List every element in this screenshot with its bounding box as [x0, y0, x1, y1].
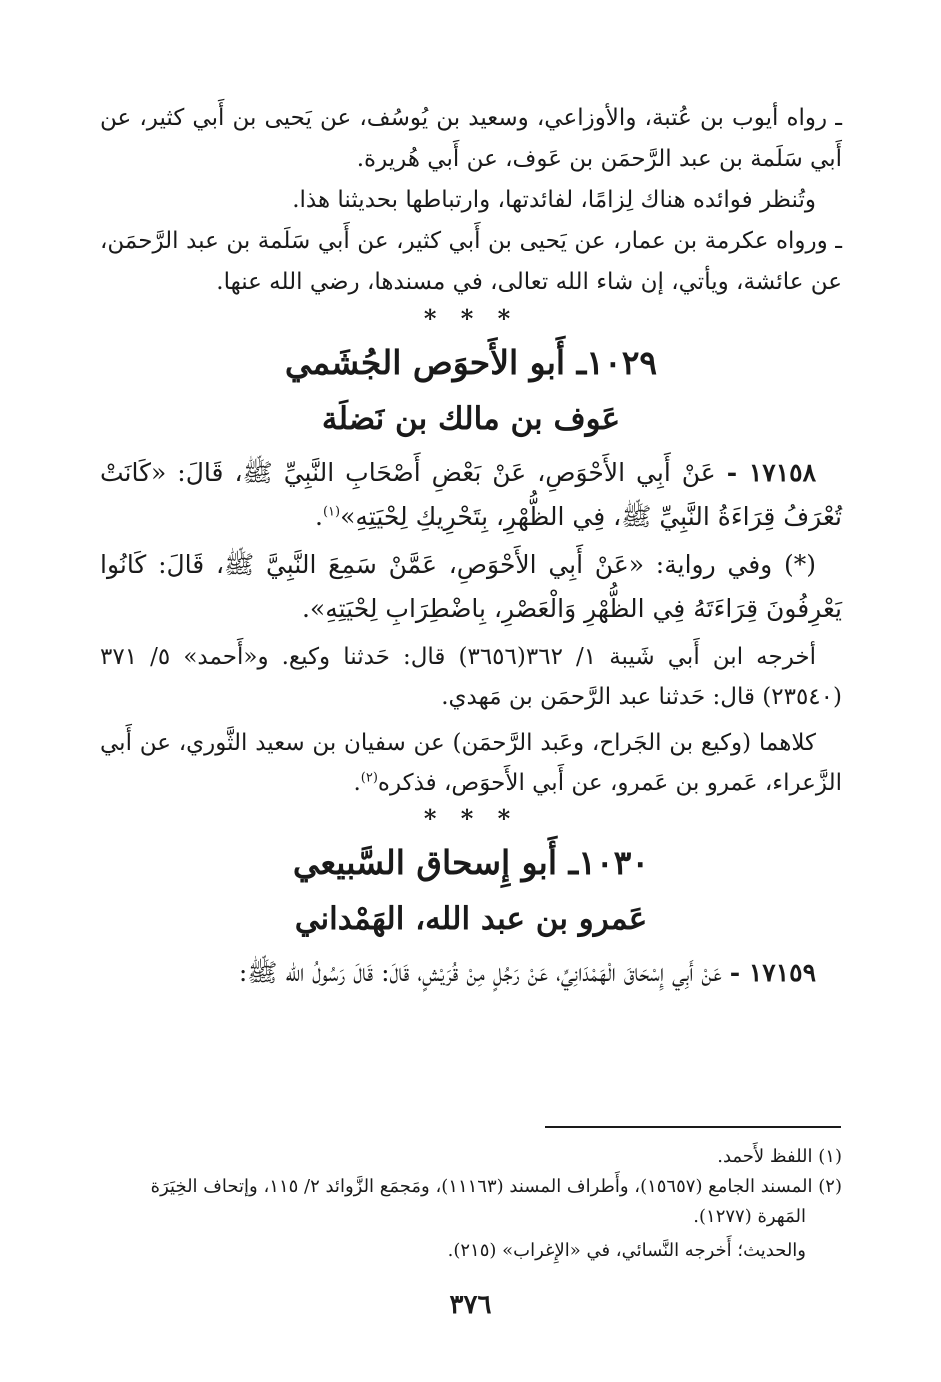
footnote-marker: (٢): [360, 770, 378, 786]
footnote-2: (٢) المسند الجامع (١٥٦٥٧)، وأَطراف المسند (١١١٦٣)، ومَجمَع الزَّوائد ٢/ ١١٥، وإتحاف الخِيَرَة: [150, 1176, 842, 1197]
hadith-number: ١٧١٥٩ -: [729, 958, 816, 987]
hadith-end: .: [315, 502, 323, 531]
footnote-marker: (١): [322, 504, 341, 520]
hadith-text: عَنْ أَبِي إِسْحَاقَ الْهَمْدَانِيِّ، عَنْ رَجُلٍ مِنْ قُرَيْشٍ، قَالَ: قَالَ رَسُولُ الله ﷺ:: [238, 958, 722, 987]
page-number: ٣٧٦: [449, 1290, 492, 1320]
footnote-2-extra: والحديث؛ أَخرجه النَّسائي، في «الإِغراب» (٢١٥).: [447, 1240, 806, 1261]
footnotes: [100, 1142, 842, 1266]
section-subheading-1029: عَوف بن مالك بن نَضلَة: [321, 401, 621, 437]
intro-paragraph-3: ـ ورواه عكرمة بن عمار، عن يَحيى بن أَبي كثير، عن أَبي سَلَمة بن عبد الرَّحمَن، عن عائشة، ويأتي، إن شاء الله تعالى، في مسندها، رضي الله عنها.: [100, 228, 842, 295]
intro-paragraph-1: ـ رواه أيوب بن عُتبة، والأوزاعي، وسعيد بن يُوسُف، عن يَحيى بن أَبي كثير، عن أَبي سَلَمة بن عبد الرَّحمَن بن عَوف، عن أَبي هُريرة.: [100, 105, 842, 172]
section-separator: * * *: [423, 804, 519, 833]
intro-paragraph-2: وتُنظر فوائده هناك لِزامًا، لفائدتها، وارتباطها بحديثنا هذا.: [292, 187, 816, 213]
section-separator: * * *: [423, 304, 519, 333]
hadith-17159: [100, 951, 842, 995]
kilahuma-end: .: [353, 770, 361, 796]
section-heading-1030: ١٠٣٠ـ أَبو إِسحاق السَّبيعي: [292, 843, 650, 882]
page-body: [100, 98, 842, 995]
footnote-2-continuation: المَهرة (١٢٧٧).: [693, 1206, 806, 1227]
kilahuma-text: كلاهما (وكيع بن الجَراح، وعَبد الرَّحمَن) عن سفيان بن سعيد الثَّوري، عن أَبي الزَّعراء، عَمرو بن عَمرو، عن أَبي الأَحوَص، فذكره: [100, 730, 842, 796]
footnote-divider: [545, 1126, 841, 1128]
kilahuma-paragraph: [100, 723, 842, 803]
hadith-riwaya: (*) وفي رواية: «عَنْ أَبِي الأَحْوَصِ، عَمَّنْ سَمِعَ النَّبِيَّ ﷺ، قَالَ: كَانُوا يَعْرِفُونَ قِرَاءَتَهُ فِي الظُّهْرِ وَالْعَصْرِ، بِاضْطِرَابِ لِحْيَتِهِ».: [100, 550, 842, 623]
section-subheading-1030: عَمرو بن عبد الله، الهَمْداني: [294, 901, 648, 937]
section-heading-1029: ١٠٢٩ـ أَبو الأَحوَص الجُشَمي: [284, 343, 658, 382]
footnote-1: (١) اللفظ لأَحمد.: [717, 1146, 842, 1167]
hadith-number: ١٧١٥٨ -: [726, 458, 816, 487]
hadith-17158: [100, 451, 842, 539]
hadith-text: عَنْ أَبِي الأَحْوَصِ، عَنْ بَعْضِ أَصْحَابِ النَّبِيِّ ﷺ، قَالَ: «كَانَتْ تُعْرَفُ قِرَاءَةُ النَّبِيِّ ﷺ، فِي الظُّهْرِ، بِتَحْرِيكِ لِحْيَتِهِ»: [100, 458, 842, 531]
takhrij-paragraph: أخرجه ابن أَبي شَيبة ١/ ٣٦٢(٣٦٥٦) قال: حَدثنا وكيع. و«أَحمد» ٥/ ٣٧١ (٢٣٥٤٠) قال: حَدثنا عبد الرَّحمَن بن مَهدي.: [100, 644, 842, 710]
